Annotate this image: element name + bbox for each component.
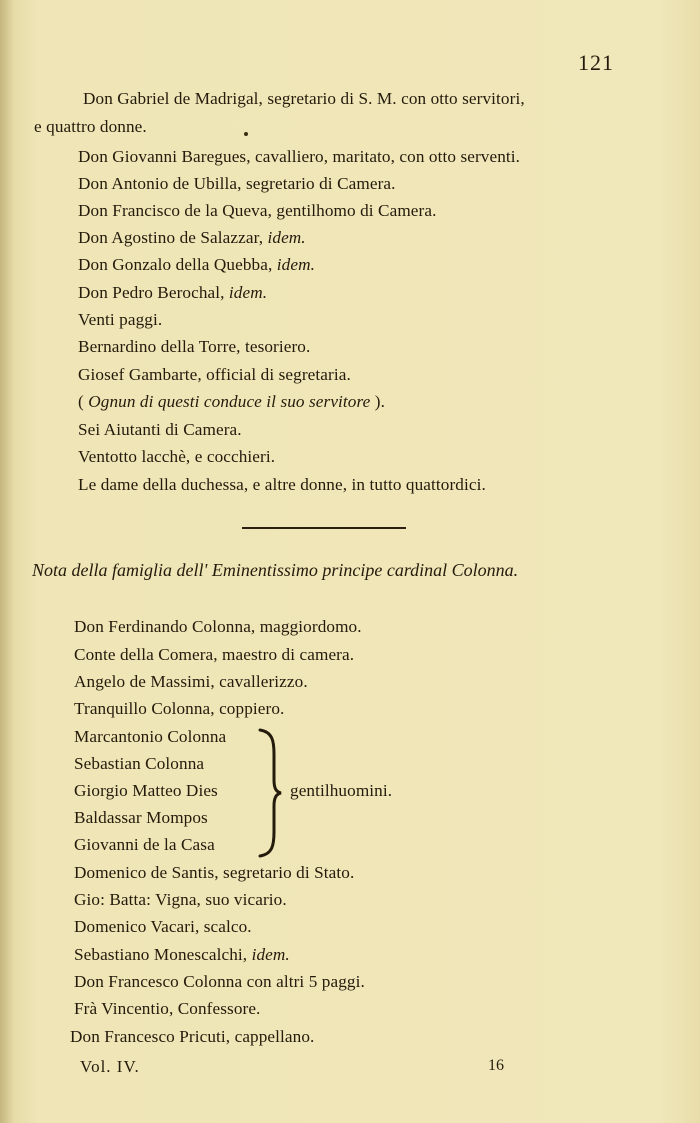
section-heading: Nota della famiglia dell' Eminentissimo principe cardinal Colonna.	[32, 560, 519, 580]
text-run: Don Agostino de Salazzar,	[78, 228, 268, 247]
text-run: Sebastiano Monescalchi,	[74, 945, 252, 964]
signature-mark: 16	[488, 1057, 504, 1074]
text-line	[78, 282, 267, 304]
text-line: Don Gabriel de Madrigal, segretario di S. M. con otto servitori,	[83, 89, 525, 108]
text-run: Don Gonzalo della Quebba,	[78, 255, 277, 274]
italic-text: Ognun di questi conduce il suo servitore	[88, 392, 371, 411]
brace-name: Sebastian Colonna	[74, 754, 205, 773]
brace-name: Baldassar Mompos	[74, 808, 208, 827]
text-line: Don Ferdinando Colonna, maggiordomo.	[74, 617, 362, 636]
text-line: Domenico Vacari, scalco.	[74, 917, 252, 936]
brace-label: gentilhuomini.	[290, 781, 393, 800]
text-line	[78, 391, 385, 413]
text-line: e quattro donne.	[34, 117, 147, 136]
text-run: (	[78, 392, 89, 411]
text-line: Tranquillo Colonna, coppiero.	[74, 699, 285, 718]
ink-speck	[244, 132, 248, 136]
brace-name: Giovanni de la Casa	[74, 835, 215, 854]
text-run: Don Pedro Berochal,	[78, 283, 229, 302]
volume-footer: Vol. IV.	[80, 1057, 140, 1076]
text-line: Frà Vincentio, Confessore.	[74, 999, 261, 1018]
text-line: Venti paggi.	[78, 310, 163, 329]
text-line: Gio: Batta: Vigna, suo vicario.	[74, 890, 287, 909]
italic-text: idem.	[267, 228, 306, 247]
text-line	[78, 254, 315, 276]
text-line	[78, 227, 306, 249]
text-line: Giosef Gambarte, official di segretaria.	[78, 365, 351, 384]
italic-text: idem.	[228, 283, 268, 302]
text-line: Bernardino della Torre, tesoriero.	[78, 337, 311, 356]
text-line: Don Giovanni Baregues, cavalliero, maritato, con otto serventi.	[78, 147, 521, 166]
text-line: Don Antonio de Ubilla, segretario di Camera.	[78, 174, 396, 193]
text-line: Domenico de Santis, segretario di Stato.	[74, 863, 355, 882]
text-line: Ventotto lacchè, e cocchieri.	[78, 447, 276, 466]
page-number: 121	[578, 50, 614, 75]
text-line: Sei Aiutanti di Camera.	[78, 420, 242, 439]
text-run: ).	[370, 392, 385, 411]
brace-name: Giorgio Matteo Dies	[74, 781, 218, 800]
right-brace-icon	[254, 728, 282, 858]
text-line: Don Francesco Pricuti, cappellano.	[70, 1027, 315, 1046]
italic-text: idem.	[251, 945, 290, 964]
text-line: Don Francesco Colonna con altri 5 paggi.	[74, 972, 365, 991]
italic-text: idem.	[276, 255, 315, 274]
text-line: Le dame della duchessa, e altre donne, in tutto quattordici.	[78, 475, 486, 494]
brace-name: Marcantonio Colonna	[74, 727, 227, 746]
text-line	[74, 944, 290, 966]
text-line: Conte della Comera, maestro di camera.	[74, 645, 355, 664]
text-line: Angelo de Massimi, cavallerizzo.	[74, 672, 308, 691]
section-divider	[242, 527, 406, 529]
text-line: Don Francisco de la Queva, gentilhomo di Camera.	[78, 201, 437, 220]
